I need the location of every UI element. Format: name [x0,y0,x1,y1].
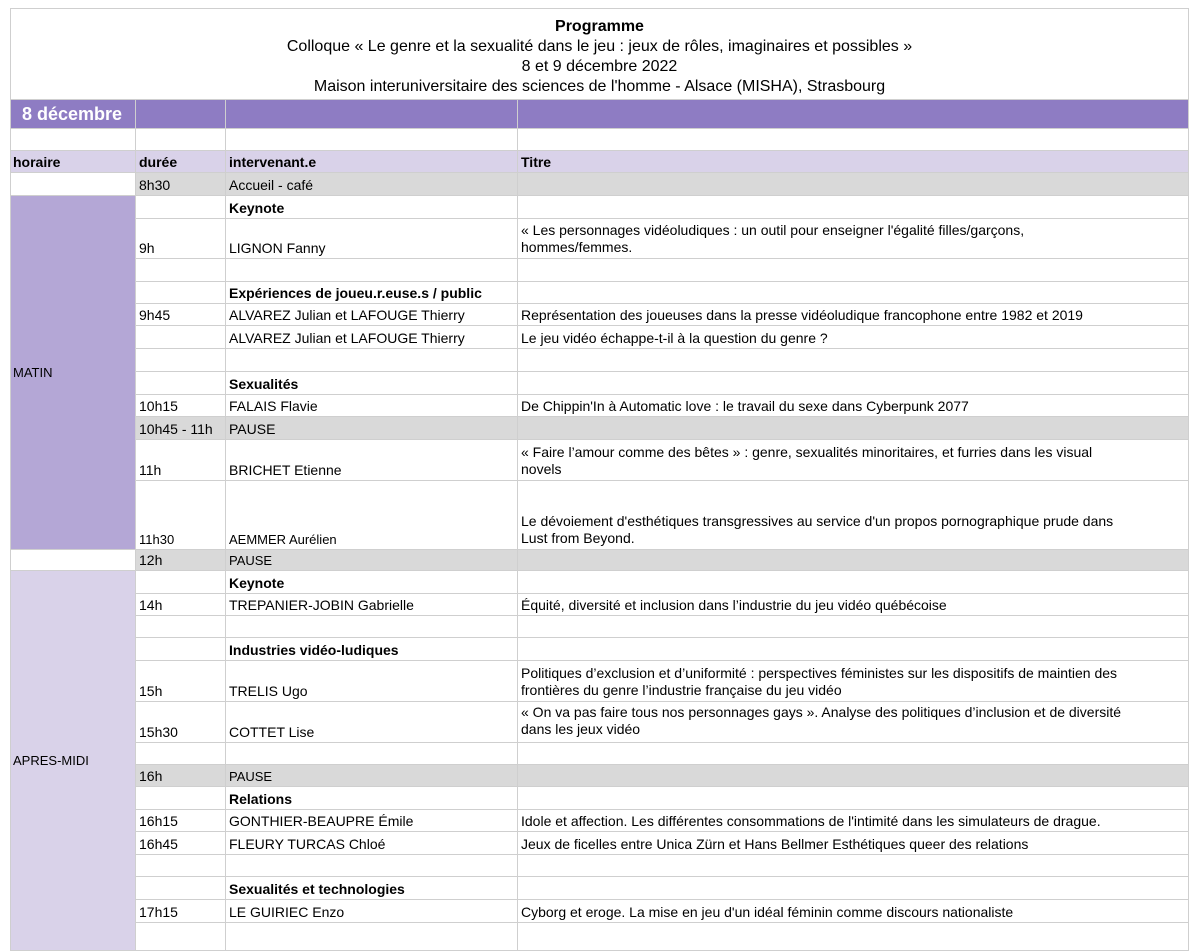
speaker-cell: ALVAREZ Julian et LAFOUGE Thierry [226,326,518,349]
title-cell [518,702,1189,743]
empty-cell [10,173,136,196]
pause-cell: PAUSE [226,550,518,571]
title-line: dans les jeux vidéo [521,721,641,737]
time-cell: 9h45 [136,304,226,326]
empty-cell [10,129,136,151]
time-cell: 10h45 - 11h [136,417,226,440]
title-cell [518,440,1189,481]
section-industries: Industries vidéo-ludiques [226,638,518,661]
day-label: 8 décembre [10,100,136,129]
title-line: Politiques d’exclusion et d’uniformité : perspectives féministes sur les dispositifs de maintien des [521,665,1118,681]
empty-cell [518,129,1189,151]
event-venue: Maison interuniversitaire des sciences de l'homme - Alsace (MISHA), Strasbourg [313,78,886,95]
empty-cell [136,743,226,765]
empty-cell [226,129,518,151]
event-dates: 8 et 9 décembre 2022 [521,58,678,75]
title-cell: Jeux de ficelles entre Unica Zürn et Hans Bellmer Esthétiques queer des relations [518,832,1189,855]
empty-cell [136,259,226,282]
title-cell [518,638,1189,661]
speaker-cell: TRELIS Ugo [226,661,518,702]
empty-cell [136,616,226,638]
empty-cell [226,923,518,951]
title-line: novels [521,461,562,477]
title-line: « Faire l’amour comme des bêtes » : genre, sexualités minoritaires, et furries dans les visual [521,444,1093,460]
title-cell [518,765,1189,787]
title-line: « On va pas faire tous nos personnages gays ». Analyse des politiques d’inclusion et de diversité [521,704,1122,720]
column-header-duree: durée [136,151,226,173]
time-cell: 10h15 [136,395,226,417]
empty-cell [226,743,518,765]
time-cell: 16h45 [136,832,226,855]
speaker-cell: TREPANIER-JOBIN Gabrielle [226,594,518,616]
title-cell: Le jeu vidéo échappe-t-il à la question du genre ? [518,326,1189,349]
empty-cell [226,616,518,638]
empty-cell [136,349,226,372]
title-cell: De Chippin'In à Automatic love : le travail du sexe dans Cyberpunk 2077 [518,395,1189,417]
title-cell: Équité, diversité et inclusion dans l’industrie du jeu vidéo québécoise [518,594,1189,616]
day-band-cell [518,100,1189,129]
empty-cell [226,855,518,877]
speaker-cell: COTTET Lise [226,702,518,743]
empty-cell [136,923,226,951]
title-cell: Cyborg et eroge. La mise en jeu d'un idéal féminin comme discours nationaliste [518,900,1189,923]
title-cell [518,282,1189,304]
section-keynote: Keynote [226,571,518,594]
pause-cell: PAUSE [226,765,518,787]
time-cell: 17h15 [136,900,226,923]
empty-cell [10,550,136,571]
title-cell: Représentation des joueuses dans la presse vidéoludique francophone entre 1982 et 2019 [518,304,1189,326]
time-cell: 9h [136,219,226,259]
section-keynote: Keynote [226,196,518,219]
title-cell [518,661,1189,702]
empty-cell [518,349,1189,372]
title-cell [518,372,1189,395]
programme-header [10,8,1189,100]
time-cell: 16h15 [136,810,226,832]
title-cell [518,571,1189,594]
title-line: « Les personnages vidéoludiques : un outil pour enseigner l'égalité filles/garçons, [521,222,1025,238]
time-cell: 15h [136,661,226,702]
speaker-cell: LIGNON Fanny [226,219,518,259]
day-band-cell [226,100,518,129]
session-matin: MATIN [10,196,136,550]
title-line: Lust from Beyond. [521,530,635,546]
speaker-cell: BRICHET Etienne [226,440,518,481]
title-line: hommes/femmes. [521,239,633,255]
speaker-cell: LE GUIRIEC Enzo [226,900,518,923]
empty-cell [136,282,226,304]
title-cell [518,219,1189,259]
title-cell [518,173,1189,196]
empty-cell [518,923,1189,951]
title-cell [518,550,1189,571]
pause-cell: PAUSE [226,417,518,440]
empty-cell [136,571,226,594]
session-apres-midi: APRES-MIDI [10,571,136,951]
empty-cell [136,877,226,900]
section-technologies: Sexualités et technologies [226,877,518,900]
speaker-cell: Accueil - café [226,173,518,196]
speaker-cell: ALVAREZ Julian et LAFOUGE Thierry [226,304,518,326]
column-header-intervenant: intervenant.e [226,151,518,173]
empty-cell [518,616,1189,638]
title-line: frontières du genre l’industrie française du jeu vidéo [521,682,842,698]
column-header-horaire: horaire [10,151,136,173]
title-cell [518,417,1189,440]
title-cell [518,481,1189,550]
empty-cell [518,855,1189,877]
time-cell: 15h30 [136,702,226,743]
time-cell: 8h30 [136,173,226,196]
empty-cell [136,196,226,219]
speaker-cell: GONTHIER-BEAUPRE Émile [226,810,518,832]
section-relations: Relations [226,787,518,810]
empty-cell [136,129,226,151]
time-cell: 16h [136,765,226,787]
title-cell [518,787,1189,810]
speaker-cell: FALAIS Flavie [226,395,518,417]
page-title: Programme [555,18,644,35]
section-experiences: Expériences de joueu.r.euse.s / public [226,282,518,304]
speaker-cell: FLEURY TURCAS Chloé [226,832,518,855]
section-sexualites: Sexualités [226,372,518,395]
colloque-title: Colloque « Le genre et la sexualité dans le jeu : jeux de rôles, imaginaires et possibles » [286,38,913,55]
empty-cell [136,372,226,395]
time-cell: 11h30 [136,481,226,550]
empty-cell [136,638,226,661]
empty-cell [226,259,518,282]
title-cell: Idole et affection. Les différentes consommations de l'intimité dans les simulateurs de drague. [518,810,1189,832]
empty-cell [136,855,226,877]
time-cell: 12h [136,550,226,571]
empty-cell [518,743,1189,765]
time-cell [136,326,226,349]
empty-cell [226,349,518,372]
day-band-cell [136,100,226,129]
title-line: Le dévoiement d'esthétiques transgressives au service d'un propos pornographique prude dans [521,513,1114,529]
empty-cell [518,259,1189,282]
time-cell: 14h [136,594,226,616]
title-cell [518,877,1189,900]
grid-line [10,100,11,951]
empty-cell [136,787,226,810]
time-cell: 11h [136,440,226,481]
column-header-titre: Titre [518,151,1189,173]
speaker-cell: AEMMER Aurélien [226,481,518,550]
title-cell [518,196,1189,219]
